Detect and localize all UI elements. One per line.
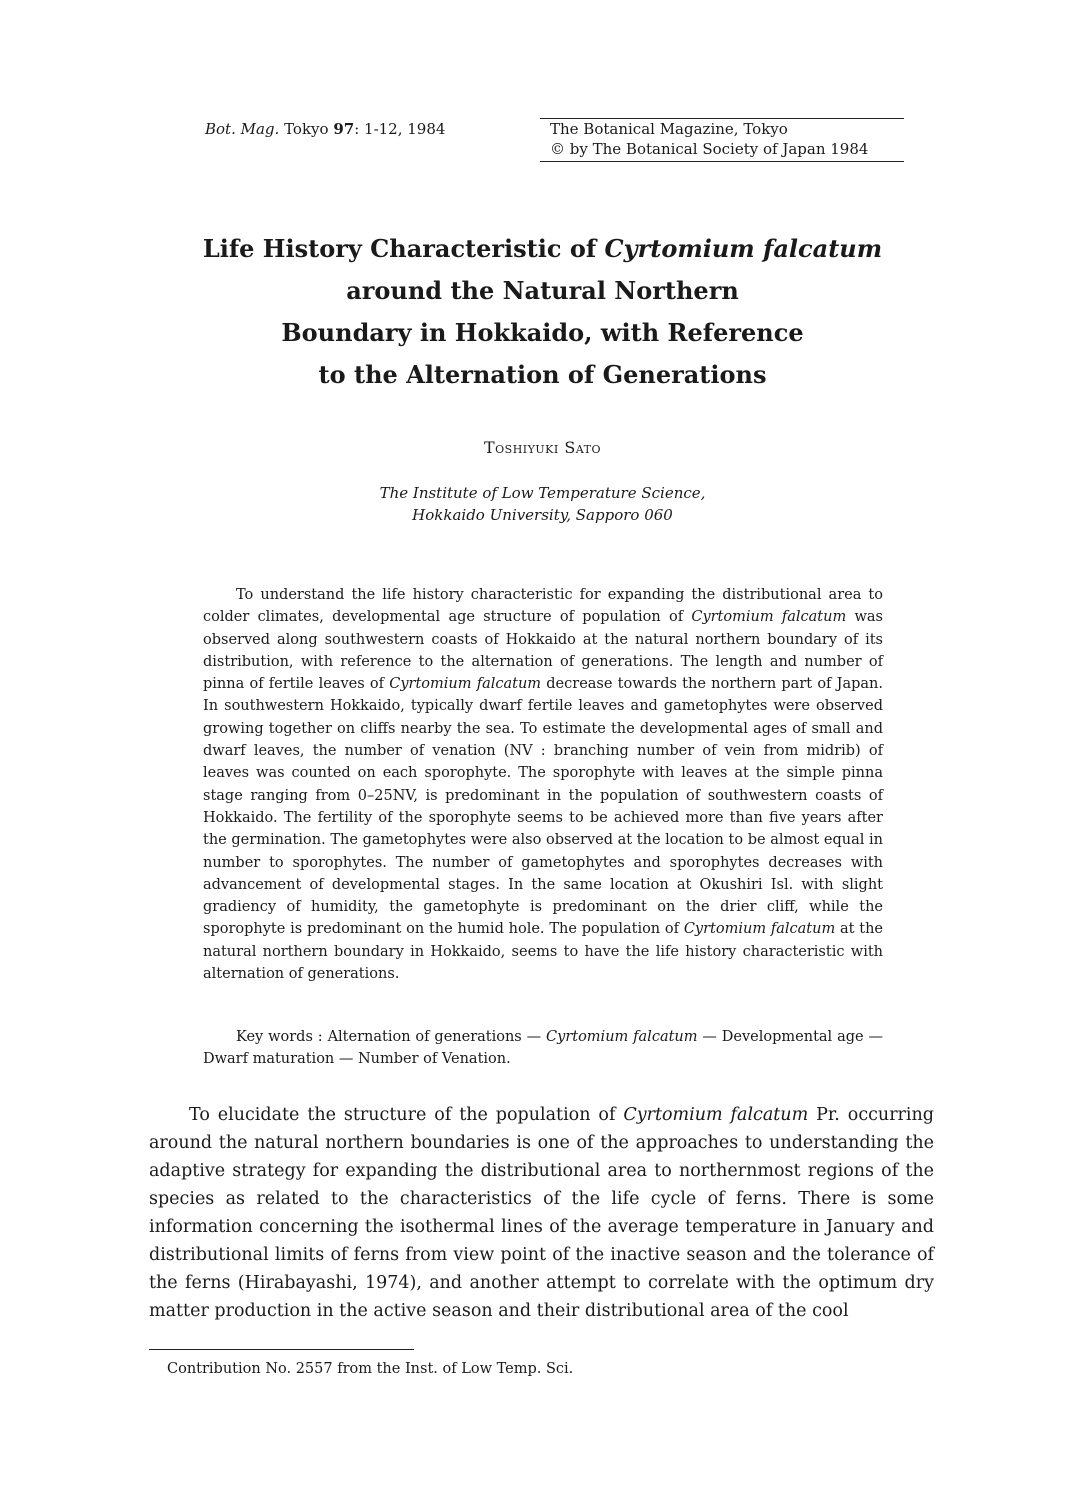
abstract-text-1: To understand the life history characteristic for expanding the distributional area to colder climates, developmental age structure of population of <box>203 587 883 626</box>
author-affiliation <box>140 482 945 526</box>
keywords-label: Key words : <box>236 1029 323 1045</box>
keywords <box>203 1026 883 1070</box>
abstract-species-2: Cyrtomium falcatum <box>389 676 542 693</box>
abstract-species-3: Cyrtomium falcatum <box>683 921 836 938</box>
article-title <box>140 228 945 396</box>
keywords-text-2: — Developmental age — Dwarf maturation — Number of Venation. <box>203 1029 883 1067</box>
abstract-text-4: at the natural northern boundary in Hokkaido, seems to have the life history characteristic with alternation of generations. <box>203 921 883 983</box>
copyright-line: © by The Botanical Society of Japan 1984 <box>550 140 869 158</box>
title-prefix: Life History Characteristic of <box>202 234 605 263</box>
affiliation-line-1: The Institute of Low Temperature Science, <box>379 484 706 502</box>
body-text-2: Pr. occurring around the natural northern boundaries is one of the approaches to understanding the adaptive strategy for expanding the distributional area to northernmost regions of the species as related to the characteristics of the life cycle of ferns. There is some information concerning the isothermal lines of the average temperature in January and distributional limits of ferns from view point of the inactive season and the tolerance of the ferns (Hirabayashi, 1974), and another attempt to correlate with the optimum dry matter production in the active season and their distributional area of the cool <box>149 1105 934 1321</box>
abstract <box>203 584 883 985</box>
abstract-species-1: Cyrtomium falcatum <box>691 609 847 626</box>
title-line-3: Boundary in Hokkaido, with Reference <box>281 318 804 347</box>
title-line-2: around the Natural Northern <box>346 276 739 305</box>
publisher-box <box>540 118 904 162</box>
keywords-text-1: Alternation of generations — <box>322 1029 547 1045</box>
journal-volume: 97 <box>333 120 355 138</box>
journal-abbrev: Bot. Mag. <box>205 120 280 138</box>
abstract-text-3: decrease towards the northern part of Japan. In southwestern Hokkaido, typically dwarf fertile leaves and gametophytes were observed growing together on cliffs nearby the sea. To estimate the developmental ages of small and dwarf leaves, the number of venation (NV : branching number of vein from midrib) of leaves was counted on each sporophyte. The sporophyte with leaves at the simple pinna stage ranging from 0–25NV, is predominant in the population of southwestern coasts of Hokkaido. The fertility of the sporophyte seems to be achieved more than five years after the germination. The gametophytes were also observed at the location to be almost equal in number to sporophytes. The number of gametophytes and sporophytes decreases with advancement of developmental stages. In the same location at Okushiri Isl. with slight gradiency of humidity, the gametophyte is predominant on the drier cliff, while the sporophyte is predominant on the humid hole. The population of <box>203 676 883 938</box>
journal-city: Tokyo <box>284 120 329 138</box>
affiliation-line-2: Hokkaido University, Sapporo 060 <box>412 506 673 524</box>
footnote-rule <box>149 1349 414 1350</box>
title-line-1 <box>140 228 945 270</box>
keywords-species: Cyrtomium falcatum <box>546 1029 698 1045</box>
title-line-4: to the Alternation of Generations <box>318 360 767 389</box>
body-species: Cyrtomium falcatum <box>623 1105 809 1125</box>
journal-citation <box>205 120 445 138</box>
footnote: Contribution No. 2557 from the Inst. of Low Temp. Sci. <box>167 1361 574 1377</box>
abstract-text-2: was observed along southwestern coasts of Hokkaido at the natural northern boundary of its distribution, with reference to the alternation of generations. The length and number of pinna of fertile leaves of <box>203 609 883 693</box>
publisher-name: The Botanical Magazine, Tokyo <box>550 120 788 138</box>
body-paragraph <box>149 1101 934 1325</box>
journal-pages: : 1-12, 1984 <box>354 120 446 138</box>
body-text-1: To elucidate the structure of the population of <box>189 1105 624 1125</box>
author-name: Toshiyuki Sato <box>483 438 601 457</box>
title-species: Cyrtomium falcatum <box>604 234 883 263</box>
